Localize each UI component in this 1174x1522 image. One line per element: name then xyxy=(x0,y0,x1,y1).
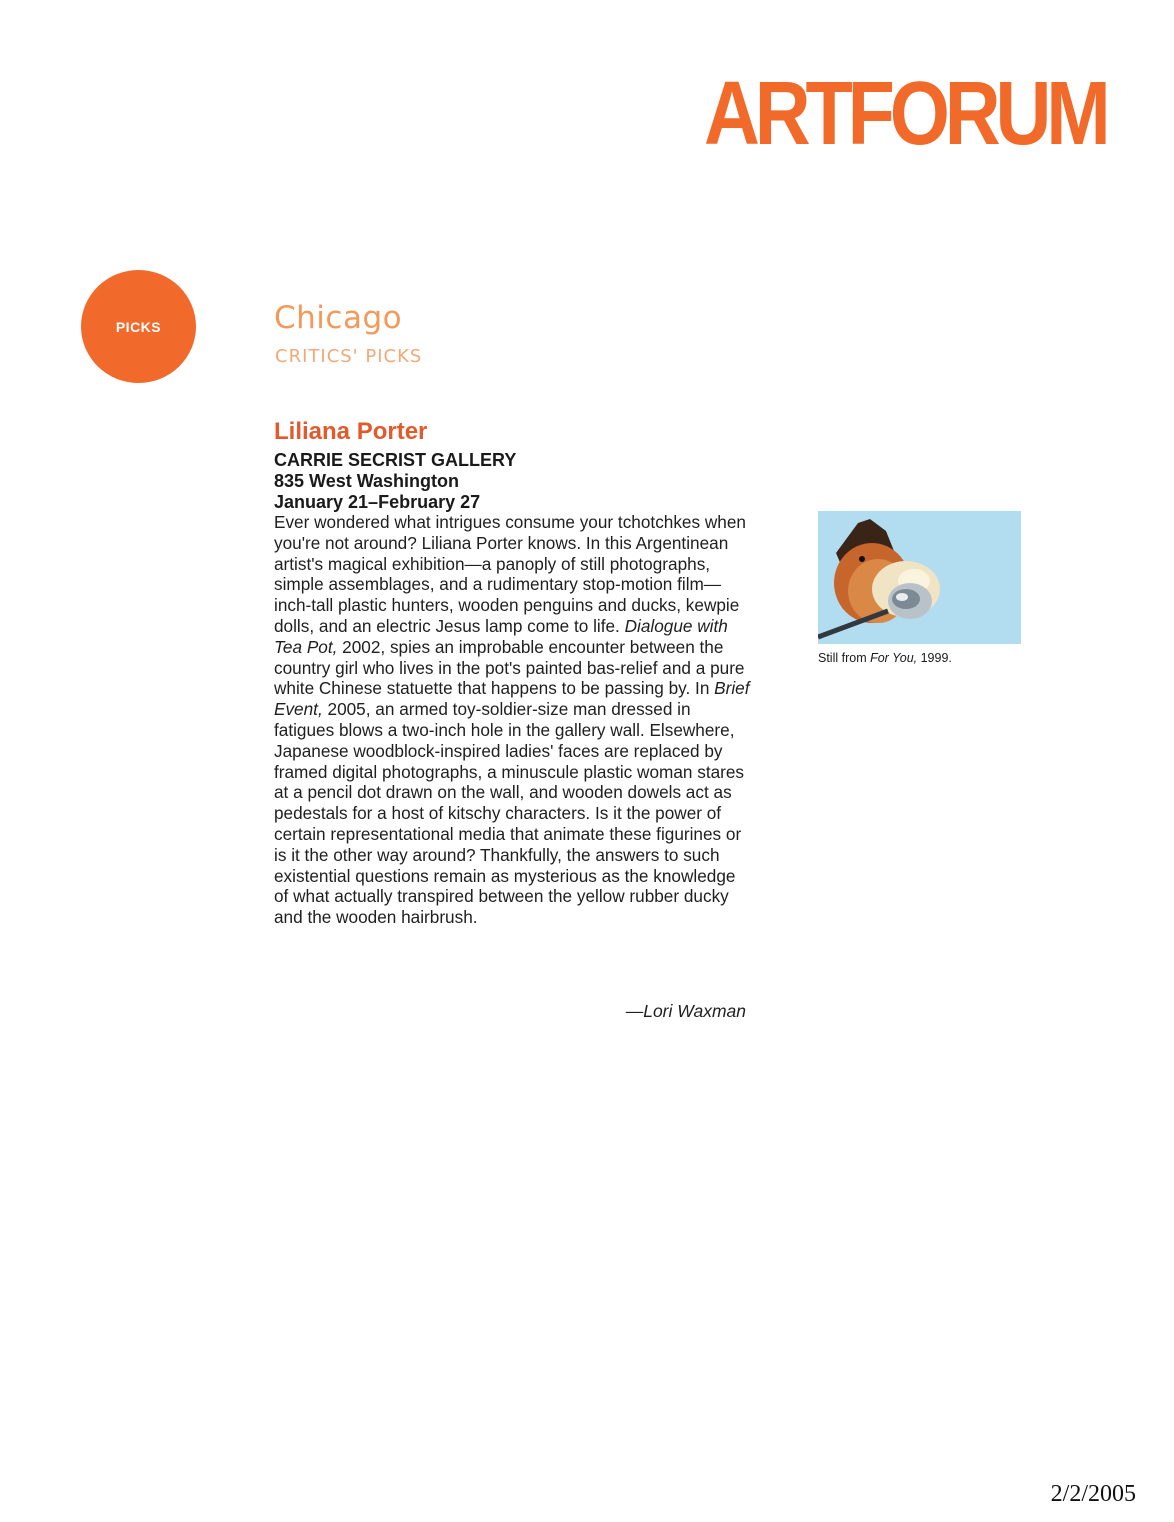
gallery-name: CARRIE SECRIST GALLERY xyxy=(274,450,517,470)
review-author: —Lori Waxman xyxy=(625,1001,746,1021)
picks-badge-label: PICKS xyxy=(115,318,162,335)
artwork-title-brief-event: Brief Event, xyxy=(274,678,750,720)
image-caption xyxy=(818,649,952,667)
artist-name: Liliana Porter xyxy=(274,418,428,445)
caption-suffix: 1999. xyxy=(917,651,952,665)
city-heading: Chicago xyxy=(274,300,403,336)
print-date: 2/2/2005 xyxy=(1050,1481,1136,1507)
artwork-title-dialogue: Dialogue with Tea Pot, xyxy=(274,615,728,657)
film-still-image xyxy=(818,511,1021,644)
review-body-part-1: Ever wondered what intrigues consume your tchotchkes when you're not around? Liliana Porter knows. In this Argentinean artist's magical exhibition—a panoply of still photographs, simple assemblages, and a rudimentary stop-motion film—inch-tall plastic hunters, wooden penguins and ducks, kewpie dolls, and an electric Jesus lamp come to life. xyxy=(274,512,746,636)
gallery-address: 835 West Washington xyxy=(274,471,460,491)
artforum-logo: ARTFORUM xyxy=(704,64,1106,164)
picks-badge xyxy=(81,270,196,383)
review-body xyxy=(274,512,754,928)
exhibition-dates: January 21–February 27 xyxy=(274,492,481,512)
caption-title: For You, xyxy=(870,651,918,665)
review-body-part-3: 2005, an armed toy-soldier-size man dressed in fatigues blows a two-inch hole in the gallery wall. Elsewhere, Japanese woodblock-inspired ladies' faces are replaced by framed digital photographs, a minuscule plastic woman stares at a pencil dot drawn on the wall, and wooden dowels act as pedestals for a host of kitschy characters. Is it the power of certain representational media that animate these figurines or is it the other way around? Thankfully, the answers to such existential questions remain as mysterious as the knowledge of what actually transpired between the yellow rubber ducky and the wooden hairbrush. xyxy=(274,699,745,928)
film-still-illustration xyxy=(818,511,1021,644)
section-heading: CRITICS' PICKS xyxy=(275,346,423,367)
review-body-part-2: 2002, spies an improbable encounter between the country girl who lives in the pot's painted bas-relief and a pure white Chinese statuette that happens to be passing by. In xyxy=(274,636,745,699)
caption-prefix: Still from xyxy=(818,651,871,665)
